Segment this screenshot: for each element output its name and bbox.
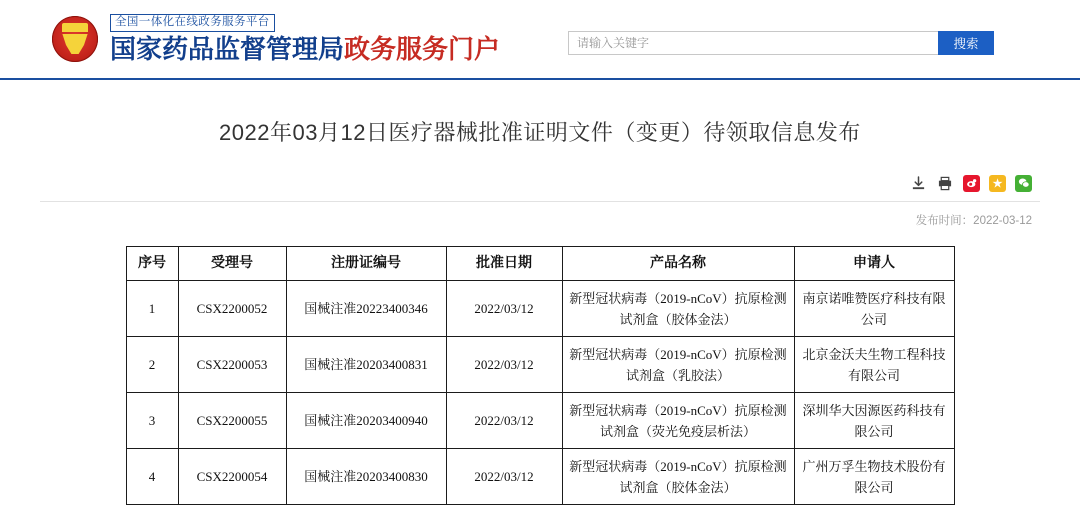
cell-no: 4 xyxy=(126,449,178,505)
cell-date: 2022/03/12 xyxy=(446,449,562,505)
column-header-applicant: 申请人 xyxy=(794,247,954,281)
column-header-cert: 注册证编号 xyxy=(286,247,446,281)
print-icon[interactable] xyxy=(936,174,954,192)
approval-table xyxy=(126,246,955,505)
publish-time: 发布时间：2022-03-12 xyxy=(915,215,1032,227)
cell-product: 新型冠状病毒（2019-nCoV）抗原检测试剂盒（胶体金法） xyxy=(562,281,794,337)
cell-accept-no: CSX2200053 xyxy=(178,337,286,393)
site-header xyxy=(0,0,1080,80)
cell-applicant: 北京金沃夫生物工程科技有限公司 xyxy=(794,337,954,393)
column-header-accept: 受理号 xyxy=(178,247,286,281)
cell-cert-no: 国械注准20203400830 xyxy=(286,449,446,505)
cell-cert-no: 国械注准20203400940 xyxy=(286,393,446,449)
cell-accept-no: CSX2200054 xyxy=(178,449,286,505)
cell-date: 2022/03/12 xyxy=(446,337,562,393)
table-header-row xyxy=(126,247,954,281)
search-bar xyxy=(568,31,994,55)
weibo-share-icon[interactable] xyxy=(963,175,980,192)
cell-date: 2022/03/12 xyxy=(446,281,562,337)
table-row xyxy=(126,337,954,393)
page-title: 2022年03月12日医疗器械批准证明文件（变更）待领取信息发布 xyxy=(219,120,861,145)
cell-product: 新型冠状病毒（2019-nCoV）抗原检测试剂盒（乳胶法） xyxy=(562,337,794,393)
cell-no: 1 xyxy=(126,281,178,337)
column-header-date: 批准日期 xyxy=(446,247,562,281)
site-title xyxy=(110,35,500,65)
cell-product: 新型冠状病毒（2019-nCoV）抗原检测试剂盒（胶体金法） xyxy=(562,449,794,505)
article-toolbar xyxy=(40,173,1040,193)
download-icon[interactable] xyxy=(909,174,927,192)
brand-block xyxy=(110,14,500,65)
cell-no: 2 xyxy=(126,337,178,393)
site-title-agency: 国家药品监督管理局 xyxy=(110,34,345,64)
cell-cert-no: 国械注准20203400831 xyxy=(286,337,446,393)
cell-cert-no: 国械注准20223400346 xyxy=(286,281,446,337)
column-header-product: 产品名称 xyxy=(562,247,794,281)
cell-accept-no: CSX2200052 xyxy=(178,281,286,337)
cell-applicant: 南京诺唯赞医疗科技有限公司 xyxy=(794,281,954,337)
platform-tagline: 全国一体化在线政务服务平台 xyxy=(110,14,275,32)
search-input[interactable] xyxy=(568,31,938,55)
cell-date: 2022/03/12 xyxy=(446,393,562,449)
cell-product: 新型冠状病毒（2019-nCoV）抗原检测试剂盒（荧光免疫层析法） xyxy=(562,393,794,449)
favorite-share-icon[interactable]: ★ xyxy=(989,175,1006,192)
wechat-share-icon[interactable] xyxy=(1015,175,1032,192)
national-emblem-icon xyxy=(52,16,98,62)
search-button[interactable]: 搜索 xyxy=(938,31,994,55)
article-content xyxy=(0,116,1080,505)
cell-applicant: 深圳华大因源医药科技有限公司 xyxy=(794,393,954,449)
table-row xyxy=(126,449,954,505)
cell-applicant: 广州万孚生物技术股份有限公司 xyxy=(794,449,954,505)
cell-accept-no: CSX2200055 xyxy=(178,393,286,449)
table-row xyxy=(126,393,954,449)
site-title-portal: 政务服务门户 xyxy=(344,34,501,64)
column-header-no: 序号 xyxy=(126,247,178,281)
table-row xyxy=(126,281,954,337)
cell-no: 3 xyxy=(126,393,178,449)
